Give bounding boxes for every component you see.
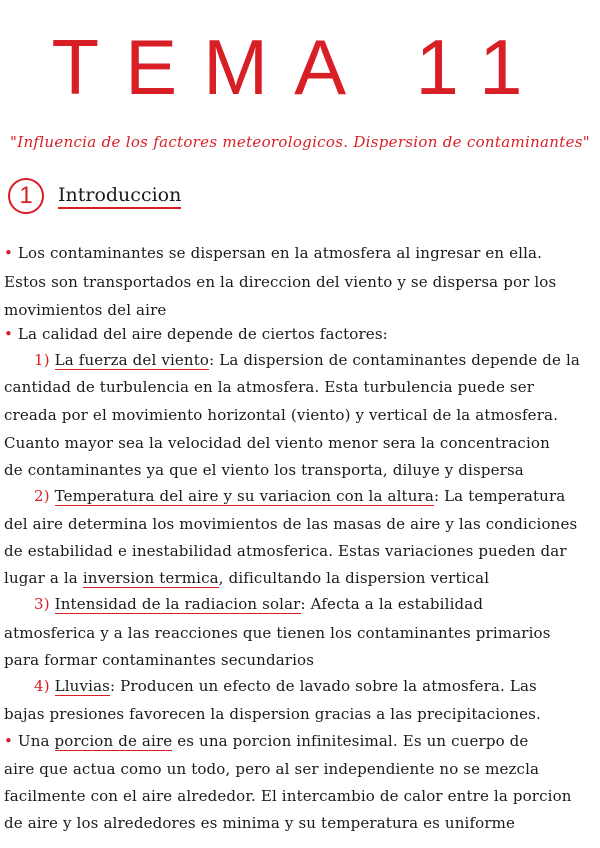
factor-heading: Temperatura del aire y su variacion con la altura: [54, 487, 434, 505]
factor-line: [34, 676, 594, 696]
text-line: facilmente con el aire alrededor. El intercambio de calor entre la porcion: [4, 787, 572, 805]
text-line: aire que actua como un todo, pero al ser independiente no se mezcla: [4, 760, 540, 778]
line-text: : Producen un efecto de lavado sobre la atmosfera. Las: [110, 677, 537, 695]
text-line: de contaminantes ya que el viento los transporta, diluye y dispersa: [4, 461, 524, 479]
factor-heading: La fuerza del viento: [54, 351, 210, 369]
page-title: TEMA 11: [51, 23, 549, 111]
text-line: [4, 568, 594, 588]
text-line: cantidad de turbulencia en la atmosfera. Esta turbulencia puede ser: [4, 378, 535, 396]
text-line: de estabilidad e inestabilidad atmosferica. Estas variaciones pueden dar: [4, 542, 567, 560]
line-text: La calidad del aire depende de ciertos factores:: [17, 325, 388, 343]
text-line: atmosferica y a las reacciones que tienen los contaminantes primarios: [4, 624, 551, 642]
line-text: : La dispersion de contaminantes depende de la: [209, 351, 581, 369]
factor-line: [34, 594, 594, 614]
term-inversion-termica: inversion termica: [82, 569, 219, 587]
term-porcion-de-aire: porcion de aire: [54, 732, 173, 750]
text-line: [4, 731, 594, 751]
text-line: bajas presiones favorecen la dispersion gracias a las precipitaciones.: [4, 705, 541, 723]
line-text: es una porcion infinitesimal. Es un cuerpo de: [172, 732, 529, 750]
text-line: del aire determina los movimientos de las masas de aire y las condiciones: [4, 515, 578, 533]
factor-number: 3): [34, 595, 50, 613]
text-line: [4, 324, 594, 344]
line-text: Los contaminantes se dispersan en la atmosfera al ingresar en ella.: [17, 244, 543, 262]
bullet-icon: •: [4, 732, 18, 750]
factor-number: 4): [34, 677, 50, 695]
factor-line: [34, 350, 594, 370]
text-line: creada por el movimiento horizontal (viento) y vertical de la atmosfera.: [4, 406, 559, 424]
factor-number: 1): [34, 351, 50, 369]
text-line: Estos son transportados en la direccion del viento y se dispersa por los: [4, 273, 557, 291]
bullet-icon: •: [4, 325, 18, 343]
text-line: de aire y los alrededores es minima y su temperatura es uniforme: [4, 814, 516, 832]
factor-heading: Intensidad de la radiacion solar: [54, 595, 301, 613]
subtitle: "Influencia de los factores meteorologicos. Dispersion de contaminantes": [10, 133, 590, 151]
line-text: , dificultando la dispersion vertical: [218, 569, 490, 587]
line-text: : Afecta a la estabilidad: [300, 595, 484, 613]
text-line: Cuanto mayor sea la velocidad del viento menor sera la concentracion: [4, 434, 550, 452]
line-text: Una: [17, 732, 55, 750]
section-number: 1: [8, 178, 44, 214]
line-text: lugar a la: [4, 569, 83, 587]
factor-line: [34, 486, 594, 506]
section-title: Introduccion: [58, 184, 181, 209]
factor-number: 2): [34, 487, 50, 505]
text-line: para formar contaminantes secundarios: [4, 651, 315, 669]
text-line: movimientos del aire: [4, 301, 167, 319]
factor-heading: Lluvias: [54, 677, 111, 695]
text-line: [4, 243, 594, 263]
line-text: : La temperatura: [433, 487, 566, 505]
bullet-icon: •: [4, 244, 18, 262]
